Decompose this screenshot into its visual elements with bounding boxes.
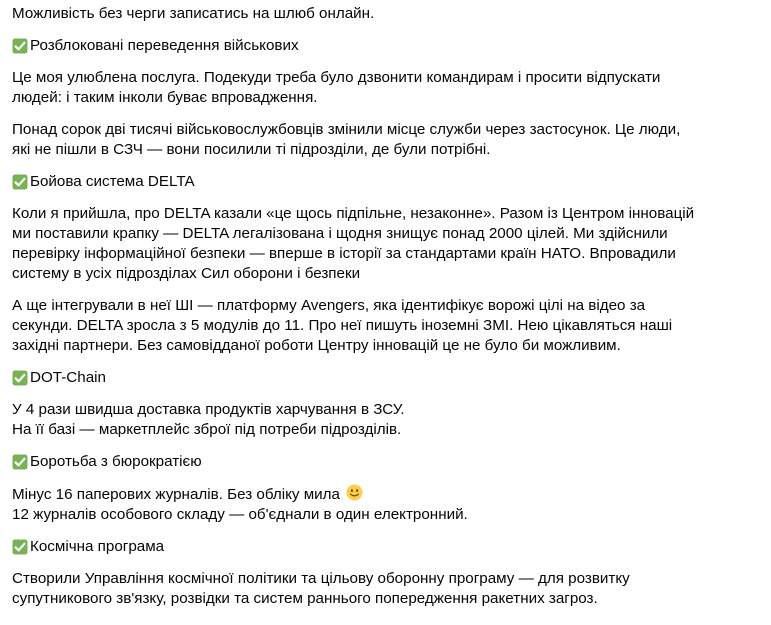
section-heading-text: Бойова система DELTA (30, 173, 195, 190)
text-line: Мінус 16 паперових журналів. Без обліку мила (12, 486, 340, 503)
paragraph (12, 204, 761, 284)
intro-line: Можливість без черги записатись на шлюб онлайн. (12, 5, 375, 22)
check-mark-button-icon (12, 370, 28, 386)
text-line: Це моя улюблена послуга. Подекуди треба було дзвонити командирам і просити відпускати (12, 69, 661, 86)
slightly-smiling-face-icon (346, 484, 363, 501)
paragraph (12, 400, 761, 440)
text-line-with-emoji (12, 484, 761, 505)
text-line: ми поставили крапку — DELTA легалізована і щодня знищує понад 2000 цілей. Ми здійснили (12, 225, 668, 242)
text-line: перевірку інформаційної безпеки — вперше в історії за стандартами країн НАТО. Впровадили (12, 245, 676, 262)
paragraph (12, 569, 761, 609)
paragraph (12, 120, 761, 160)
text-line: Створили Управління космічної політики та цільову оборонну програму — для розвитку (12, 570, 630, 587)
paragraph (12, 296, 761, 356)
section-heading-text: Боротьба з бюрократією (30, 453, 202, 470)
text-line: західні партнери. Без самовідданої роботи Центру інновацій це не було би можливим. (12, 337, 621, 354)
section-heading-space-program (12, 537, 761, 557)
text-line: систему в усіх підрозділах Сил оборони і безпеки (12, 265, 361, 282)
section-heading-text: DOT-Chain (30, 369, 106, 386)
check-mark-button-icon (12, 174, 28, 190)
section-heading-bureaucracy (12, 452, 761, 472)
section-heading-transfers (12, 36, 761, 56)
section-heading-delta (12, 172, 761, 192)
text-line: У 4 рази швидша доставка продуктів харчування в ЗСУ. (12, 401, 405, 418)
text-line: Коли я прийшла, про DELTA казали «це щось підпільне, незаконне». Разом із Центром інновацій (12, 205, 695, 222)
text-line: 12 журналів особового складу — об'єднали в один електронний. (12, 506, 468, 523)
text-line: супутникового зв'язку, розвідки та систем раннього попередження ракетних загроз. (12, 590, 598, 607)
text-line: Понад сорок дві тисячі військовослужбовців змінили місце служби через застосунок. Це люди, (12, 121, 681, 138)
check-mark-button-icon (12, 539, 28, 555)
section-heading-text: Розблоковані переведення військових (30, 37, 299, 54)
check-mark-button-icon (12, 38, 28, 54)
text-line: які не пішли в СЗЧ — вони посилили ті підрозділи, де були потрібні. (12, 141, 491, 158)
text-line: На її базі — маркетплейс зброї під потреби підрозділів. (12, 421, 402, 438)
text-line: секунди. DELTA зросла з 5 модулів до 11. Про неї пишуть іноземні ЗМІ. Нею цікавляться наші (12, 317, 673, 334)
paragraph (12, 68, 761, 108)
text-line: А ще інтегрували в неї ШІ — платформу Avengers, яка ідентифікує ворожі цілі на відео за (12, 297, 646, 314)
paragraph (12, 484, 761, 525)
check-mark-button-icon (12, 454, 28, 470)
section-heading-dot-chain (12, 368, 761, 388)
text-line: людей: і таким інколи буває впровадження. (12, 89, 318, 106)
section-heading-text: Космічна програма (30, 538, 165, 555)
